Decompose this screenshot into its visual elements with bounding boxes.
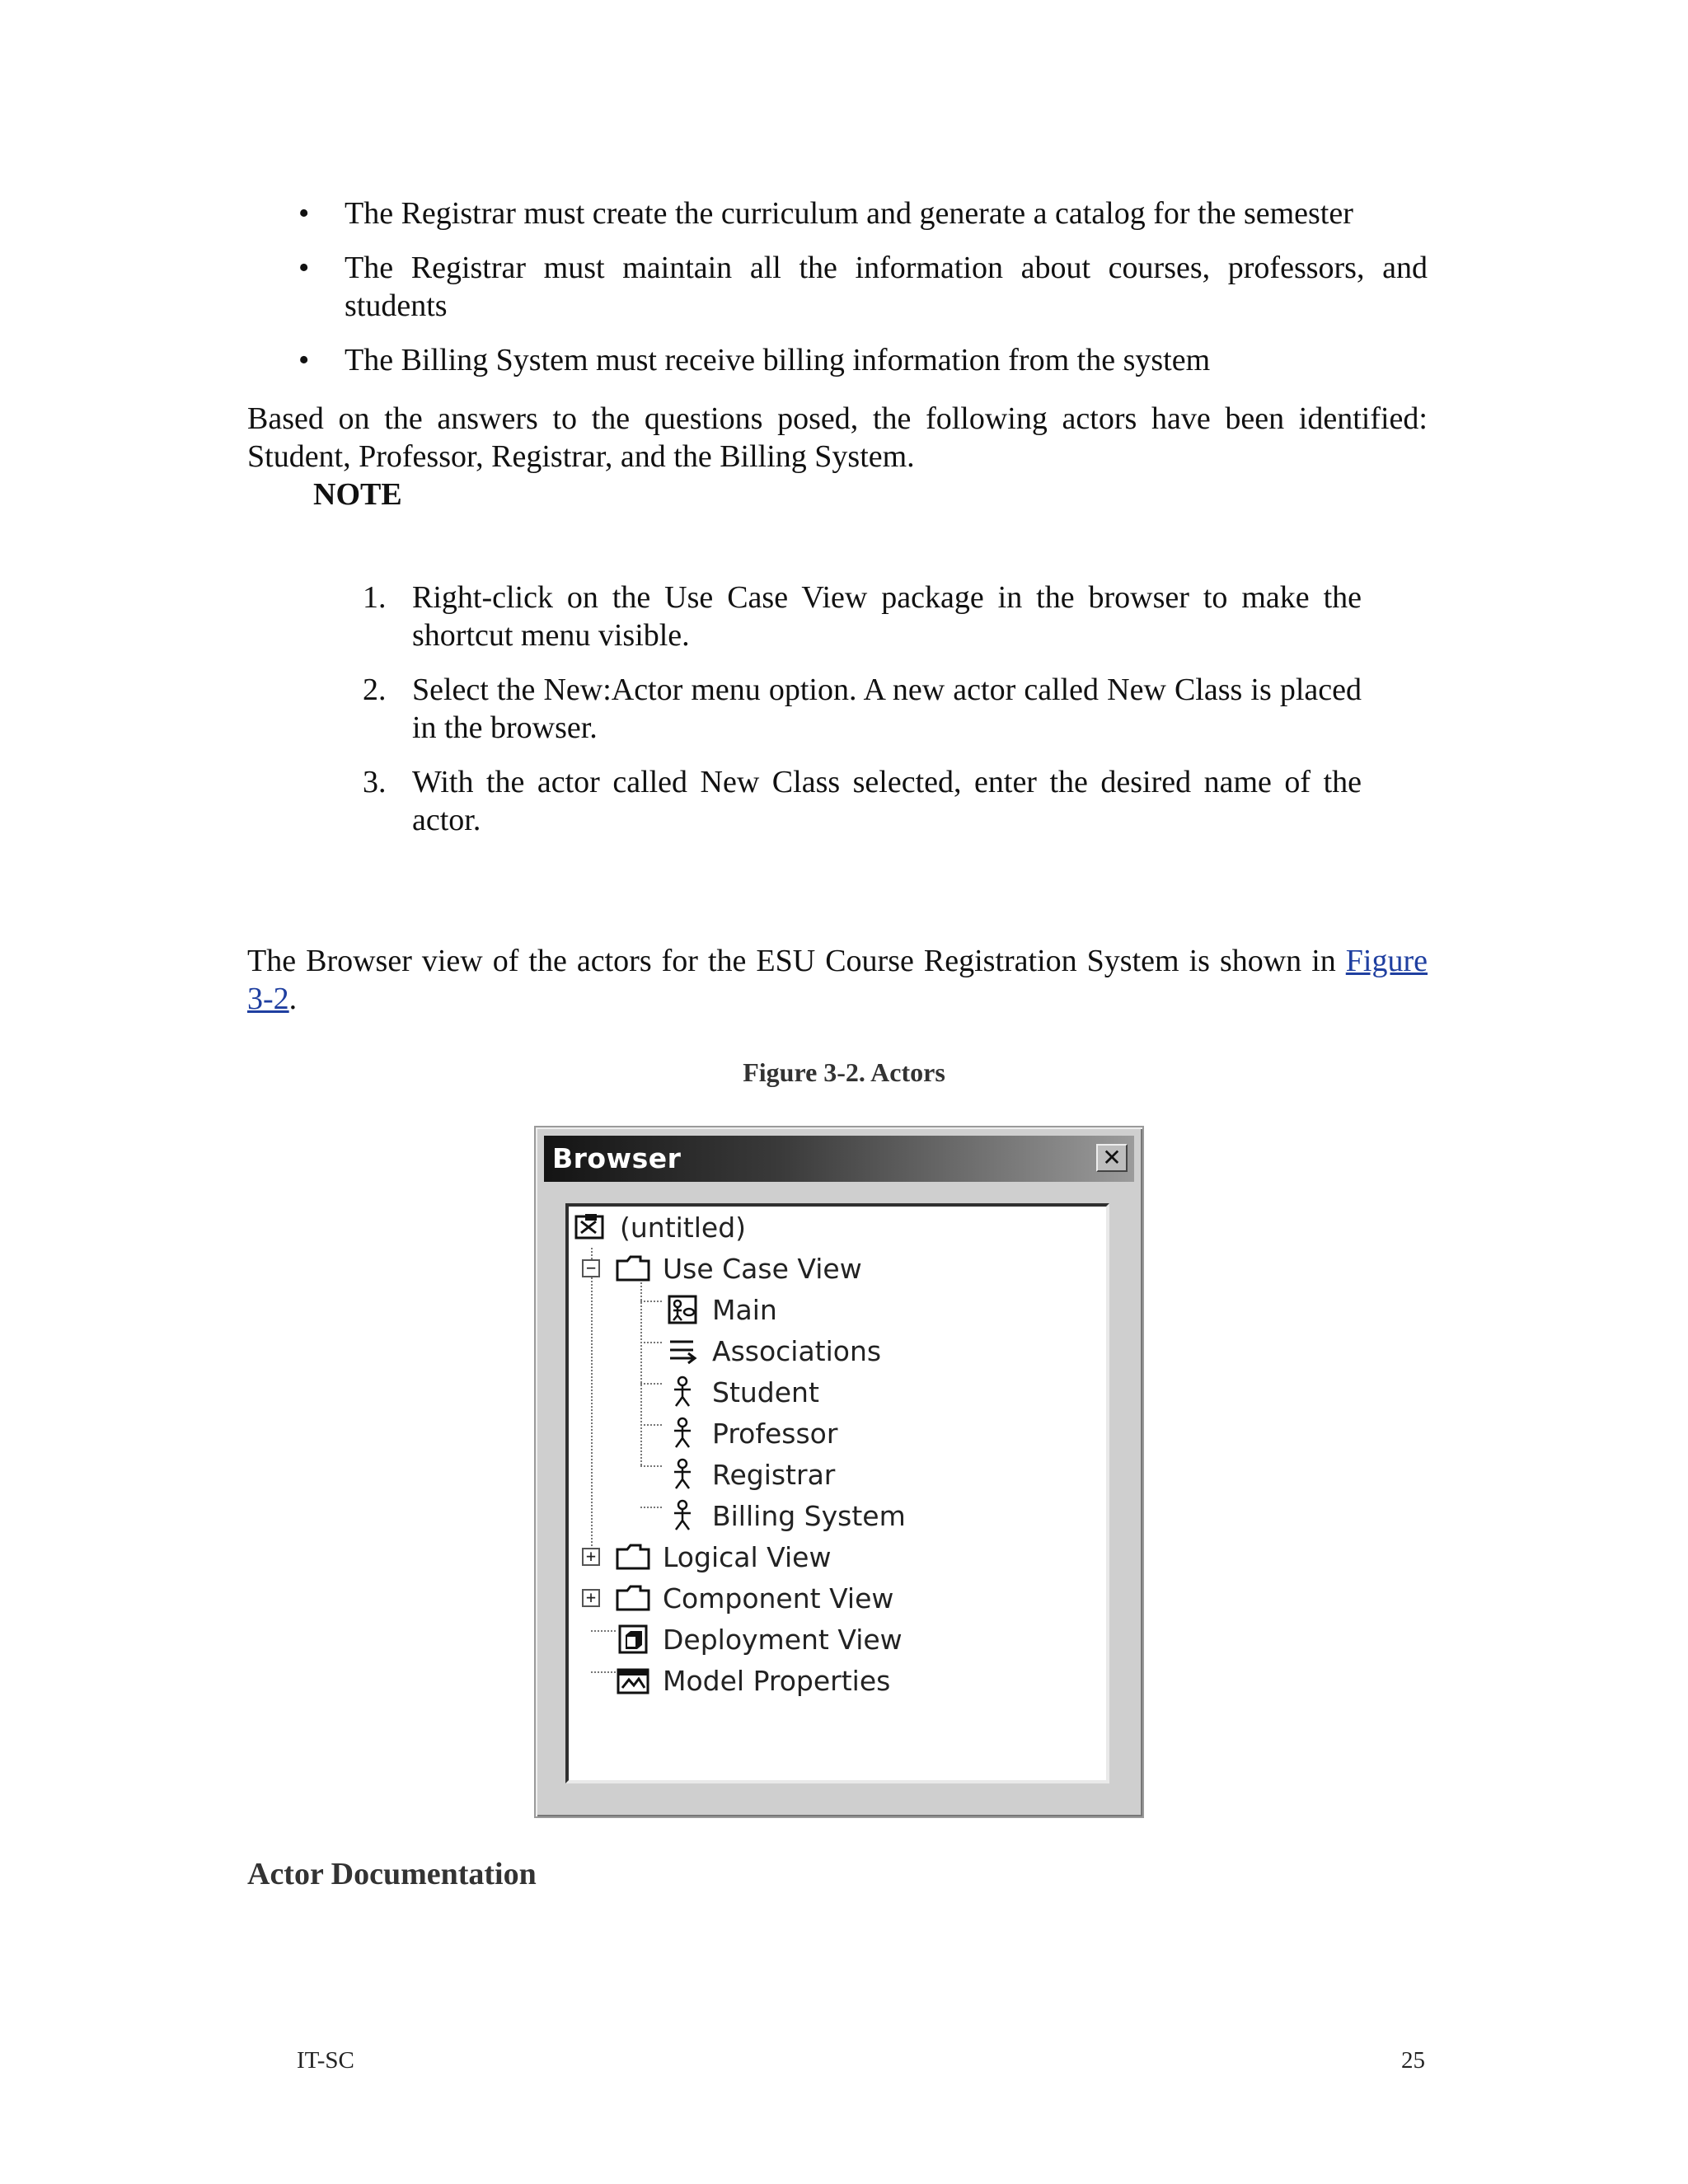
paragraph-text: The Browser view of the actors for the ESU Course Registration System is shown in <box>247 944 1346 978</box>
step-number: 3. <box>363 765 387 799</box>
model-tree <box>569 1207 1106 1780</box>
step-number: 2. <box>363 673 387 707</box>
bullet-marker: • <box>298 251 310 285</box>
figure-caption: Figure 3-2. Actors <box>743 1057 945 1087</box>
deployment-node-icon <box>615 1621 651 1657</box>
step-text: Right-click on the Use Case View package in the browser to make the shortcut menu visible. <box>412 580 1362 653</box>
tree-label: Use Case View <box>663 1252 862 1285</box>
expand-toggle[interactable]: + <box>582 1589 600 1607</box>
browser-view-paragraph <box>247 942 1428 1018</box>
browser-titlebar[interactable] <box>544 1136 1134 1182</box>
steps-list <box>363 579 1362 855</box>
tree-label: Student <box>712 1376 819 1408</box>
section-heading: Actor Documentation <box>247 1857 537 1891</box>
tree-node-actor-student[interactable] <box>664 1371 819 1413</box>
tree-node-component-view[interactable] <box>615 1577 893 1619</box>
tree-connector <box>591 1630 616 1632</box>
step-item <box>363 579 1362 654</box>
browser-tree-pane[interactable] <box>565 1203 1109 1783</box>
tree-label: Billing System <box>712 1499 906 1532</box>
tree-node-deployment-view[interactable] <box>615 1619 903 1660</box>
actor-icon <box>664 1456 701 1493</box>
bullet-text: The Registrar must create the curriculum and generate a catalog for the semester <box>345 196 1353 231</box>
close-icon[interactable]: ✕ <box>1096 1144 1128 1172</box>
properties-icon <box>615 1662 651 1699</box>
tree-label: Model Properties <box>663 1664 891 1697</box>
tree-node-associations[interactable] <box>664 1330 881 1371</box>
bullet-marker: • <box>298 343 310 377</box>
diagram-icon <box>664 1291 701 1328</box>
tree-connector <box>591 1248 593 1553</box>
tree-node-actor-billing-system[interactable] <box>664 1495 906 1536</box>
bullet-marker: • <box>298 196 310 231</box>
folder-icon <box>615 1580 651 1616</box>
tree-node-main[interactable] <box>664 1289 777 1330</box>
bullet-text: The Registrar must maintain all the information about courses, professors, and students <box>345 251 1428 323</box>
tree-label: Main <box>712 1293 777 1326</box>
tree-connector <box>591 1671 616 1673</box>
step-text: With the actor called New Class selected, enter the desired name of the actor. <box>412 765 1362 837</box>
actor-icon <box>664 1497 701 1534</box>
tree-connector <box>640 1342 662 1343</box>
tree-label: Associations <box>712 1334 882 1367</box>
tree-node-model-properties[interactable] <box>615 1660 890 1701</box>
paragraph-text-end: . <box>288 982 298 1016</box>
tree-node-root[interactable] <box>572 1207 746 1248</box>
collapse-toggle[interactable]: − <box>582 1259 600 1277</box>
step-number: 1. <box>363 580 387 615</box>
actors-paragraph: Based on the answers to the questions posed, the following actors have been identified: Student, Professor, Registrar, and the Billing System. <box>247 401 1428 474</box>
requirements-bullet-list <box>298 194 1428 396</box>
tree-node-logical-view[interactable] <box>615 1536 831 1577</box>
tree-node-use-case-view[interactable] <box>615 1248 862 1289</box>
folder-icon <box>615 1539 651 1575</box>
tree-connector <box>640 1507 662 1508</box>
tree-connector <box>640 1424 662 1426</box>
tree-node-actor-professor[interactable] <box>664 1413 837 1454</box>
tree-label: Deployment View <box>663 1623 903 1656</box>
browser-window <box>534 1126 1144 1818</box>
bullet-text: The Billing System must receive billing information from the system <box>345 343 1211 377</box>
tree-label: Professor <box>712 1417 838 1450</box>
step-text: Select the New:Actor menu option. A new actor called New Class is placed in the browser. <box>412 673 1362 745</box>
tree-label: Registrar <box>712 1458 836 1491</box>
tree-label: Logical View <box>663 1540 832 1573</box>
step-item <box>363 671 1362 747</box>
actor-icon <box>664 1415 701 1451</box>
expand-toggle[interactable]: + <box>582 1548 600 1566</box>
page-number: 25 <box>1401 2047 1425 2074</box>
associations-icon <box>664 1333 701 1369</box>
actor-icon <box>664 1374 701 1410</box>
step-item <box>363 763 1362 839</box>
tree-connector <box>640 1301 662 1302</box>
bullet-item <box>298 341 1428 379</box>
tree-label: (untitled) <box>620 1211 747 1244</box>
footer-left: IT-SC <box>297 2047 354 2074</box>
note-label: NOTE <box>313 477 402 512</box>
tree-connector <box>640 1383 662 1385</box>
folder-icon <box>615 1250 651 1286</box>
tree-connector <box>640 1465 662 1467</box>
tree-node-actor-registrar[interactable] <box>664 1454 835 1495</box>
browser-title: Browser <box>552 1142 682 1174</box>
model-icon <box>572 1209 608 1245</box>
figure-link[interactable]: Figure 3-2 <box>247 944 1428 1016</box>
tree-connector <box>640 1276 642 1465</box>
bullet-item <box>298 194 1428 232</box>
bullet-item <box>298 249 1428 325</box>
tree-label: Component View <box>663 1582 894 1615</box>
